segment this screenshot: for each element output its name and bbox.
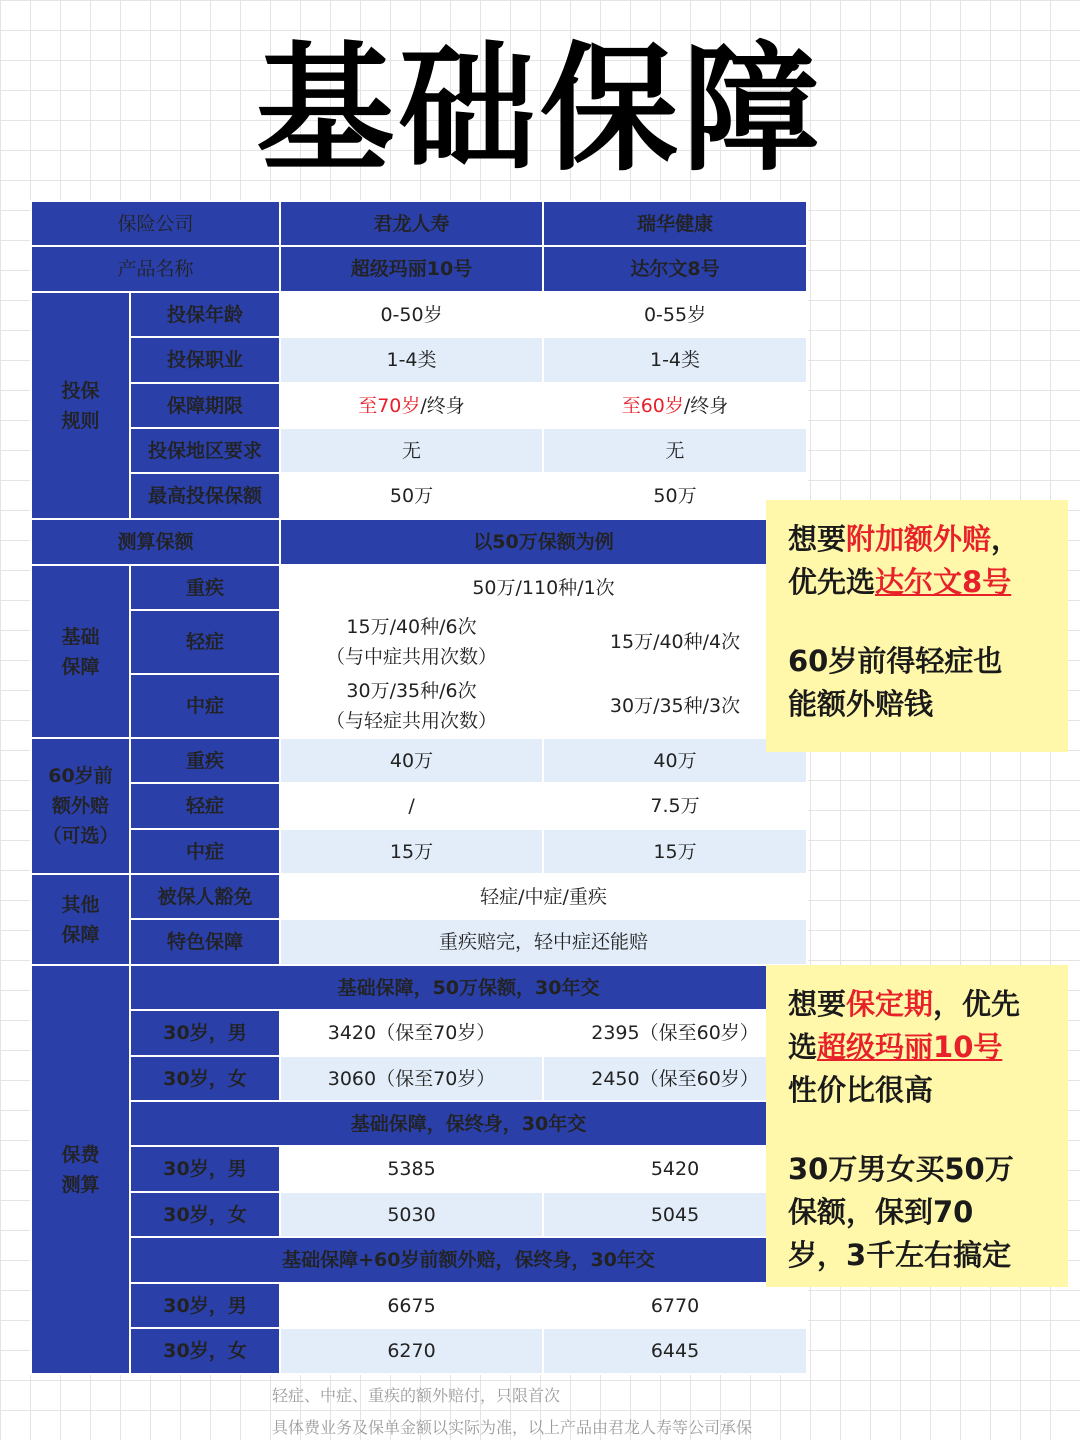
- term-red-a: 至70岁: [358, 394, 421, 417]
- section-title: 基础保障+60岁前额外赔，保终身，30年交: [130, 1237, 807, 1283]
- table-row: [31, 738, 807, 783]
- row-label: 被保人豁免: [130, 874, 280, 919]
- cell-b: 2395（保至60岁）: [543, 1010, 807, 1056]
- table-row: [31, 1328, 807, 1374]
- group-other: 其他 保障: [31, 874, 130, 965]
- note-product-link: 超级玛丽10号: [817, 1030, 1003, 1064]
- note-highlight: 保定期: [846, 987, 934, 1021]
- section-title: 基础保障，保终身，30年交: [130, 1101, 807, 1146]
- row-label: 中症: [130, 674, 280, 738]
- note-text: ，优先: [933, 987, 1021, 1021]
- company-b: 瑞华健康: [543, 201, 807, 246]
- cell-both: 重疾赔完，轻中症还能赔: [280, 919, 807, 965]
- cell-b: 7.5万: [543, 783, 807, 829]
- table-row: [31, 1192, 807, 1237]
- note-text: 想要: [788, 522, 847, 556]
- term-red-b: 至60岁: [621, 394, 684, 417]
- term-rest-a: /终身: [420, 394, 465, 417]
- cell-b: 15万/40种/4次: [543, 610, 807, 674]
- cell-b: 30万/35种/3次: [543, 674, 807, 738]
- premium-section-header: [31, 1237, 807, 1283]
- note-text: 选: [788, 1030, 818, 1064]
- row-label: 特色保障: [130, 919, 280, 965]
- header-row-company: [31, 201, 807, 246]
- table-row: [31, 1283, 807, 1328]
- table-row: [31, 1010, 807, 1056]
- row-label: 重疾: [130, 738, 280, 783]
- note-line: [788, 518, 1046, 561]
- term-rest-b: /终身: [683, 394, 729, 417]
- footnote-1: 轻症、中症、重疾的额外赔付，只限首次: [272, 1386, 561, 1405]
- table-row: [31, 919, 807, 965]
- cell-a: 3060（保至70岁）: [280, 1056, 543, 1101]
- company-a: 君龙人寿: [280, 201, 543, 246]
- cell-b: 6770: [543, 1283, 807, 1328]
- table-row: [31, 292, 807, 337]
- premium-section-header: [31, 1101, 807, 1146]
- row-label: 30岁，女: [130, 1056, 280, 1101]
- cell-a: 15万: [280, 829, 543, 874]
- cell-both: 轻症/中症/重疾: [280, 874, 807, 919]
- row-label: 中症: [130, 829, 280, 874]
- note-highlight: 附加额外赔: [846, 522, 992, 556]
- row-label: 30岁，女: [130, 1328, 280, 1374]
- table-row: [31, 829, 807, 874]
- product-a: 超级玛丽10号: [280, 246, 543, 292]
- row-label: 30岁，男: [130, 1283, 280, 1328]
- cell-a: 30万/35种/6次 （与轻症共用次数）: [280, 674, 543, 738]
- calc-row: [31, 519, 807, 565]
- cell-b: 0-55岁: [543, 292, 807, 337]
- table-row: [31, 1146, 807, 1192]
- cell-a: /: [280, 783, 543, 829]
- group-basic: 基础 保障: [31, 565, 130, 738]
- cell-b: 50万: [543, 473, 807, 519]
- cell-a: 15万/40种/6次 （与中症共用次数）: [280, 610, 543, 674]
- cell-a: 40万: [280, 738, 543, 783]
- calc-label: 测算保额: [31, 519, 280, 565]
- table-row: [31, 610, 807, 674]
- cell-a: [280, 383, 543, 428]
- row-label: 投保地区要求: [130, 428, 280, 473]
- cell-a: 1-4类: [280, 337, 543, 383]
- note-line: 岁，3千左右搞定: [788, 1238, 1012, 1272]
- cell-a: 3420（保至70岁）: [280, 1010, 543, 1056]
- product-label: 产品名称: [31, 246, 280, 292]
- cell-a: 5030: [280, 1192, 543, 1237]
- group-premium: 保费 测算: [31, 965, 130, 1374]
- table-row: [31, 674, 807, 738]
- note-line: [788, 1026, 1046, 1069]
- footnote-2: 具体费业务及保单金额以实际为准，以上产品由君龙人寿等公司承保: [272, 1418, 753, 1437]
- note-spacer: [788, 1112, 1046, 1148]
- cell-b: 2450（保至60岁）: [543, 1056, 807, 1101]
- cell-b: [543, 383, 807, 428]
- cell-a: 6675: [280, 1283, 543, 1328]
- note-line: 性价比很高: [788, 1073, 934, 1107]
- section-title: 基础保障，50万保额，30年交: [130, 965, 807, 1010]
- tip-note-add-on: [766, 500, 1068, 752]
- note-text: 想要: [788, 987, 847, 1021]
- cell-b: 5045: [543, 1192, 807, 1237]
- row-label: 30岁，女: [130, 1192, 280, 1237]
- cell-b: 5420: [543, 1146, 807, 1192]
- row-label: 重疾: [130, 565, 280, 610]
- table-row: [31, 383, 807, 428]
- cell-a: 5385: [280, 1146, 543, 1192]
- note-line: 保额，保到70: [788, 1195, 974, 1229]
- group-rules: 投保 规则: [31, 292, 130, 519]
- table-row: [31, 565, 807, 610]
- page-title: 基础保障: [255, 29, 824, 190]
- note-line: [788, 983, 1046, 1026]
- table-row: [31, 1056, 807, 1101]
- note-text: 优先选: [788, 565, 876, 599]
- table-row: [31, 428, 807, 473]
- tip-note-term: [766, 965, 1068, 1287]
- cell-b: 6445: [543, 1328, 807, 1374]
- cell-b: 40万: [543, 738, 807, 783]
- table-row: [31, 337, 807, 383]
- cell-b: 无: [543, 428, 807, 473]
- table-row: [31, 783, 807, 829]
- comparison-table: [30, 200, 808, 1375]
- table-row: [31, 874, 807, 919]
- cell-b: 1-4类: [543, 337, 807, 383]
- row-label: 最高投保保额: [130, 473, 280, 519]
- cell-b: 15万: [543, 829, 807, 874]
- row-label: 30岁，男: [130, 1010, 280, 1056]
- row-label: 投保职业: [130, 337, 280, 383]
- row-label: 保障期限: [130, 383, 280, 428]
- row-label: 投保年龄: [130, 292, 280, 337]
- table-row: [31, 473, 807, 519]
- note-line: 能额外赔钱: [788, 687, 934, 721]
- row-label: 轻症: [130, 610, 280, 674]
- calc-value: 以50万保额为例: [280, 519, 807, 565]
- premium-section-header: [31, 965, 807, 1010]
- cell-a: 无: [280, 428, 543, 473]
- note-spacer: [788, 604, 1046, 640]
- note-line: 30万男女买50万: [788, 1152, 1014, 1186]
- cell-a: 0-50岁: [280, 292, 543, 337]
- row-label: 轻症: [130, 783, 280, 829]
- note-line: [788, 561, 1046, 604]
- group-extra: 60岁前 额外赔 （可选）: [31, 738, 130, 874]
- cell-both: 50万/110种/1次: [280, 565, 807, 610]
- header-row-product: [31, 246, 807, 292]
- cell-a: 6270: [280, 1328, 543, 1374]
- note-product-link: 达尔文8号: [875, 565, 1012, 599]
- row-label: 30岁，男: [130, 1146, 280, 1192]
- product-b: 达尔文8号: [543, 246, 807, 292]
- note-line: 60岁前得轻症也: [788, 644, 1003, 678]
- company-label: 保险公司: [31, 201, 280, 246]
- note-text: ，: [991, 522, 1021, 556]
- cell-a: 50万: [280, 473, 543, 519]
